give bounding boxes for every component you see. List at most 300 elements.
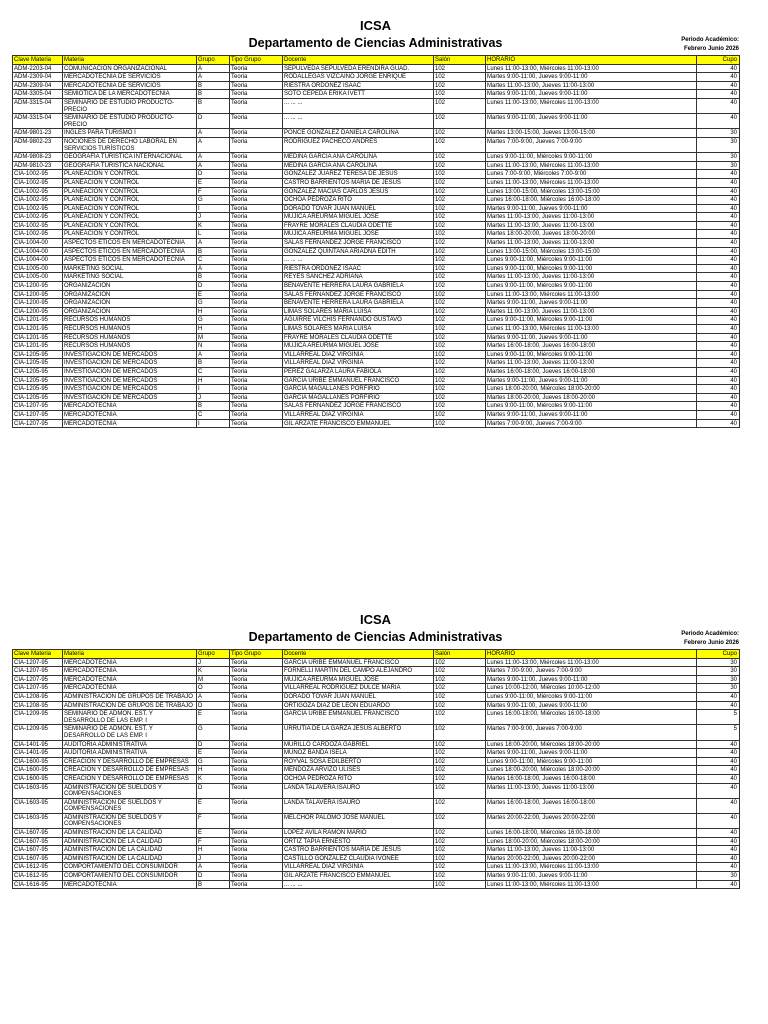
schedule-cell: Martes 7:00-9:00, Jueves 7:00-9:00 <box>486 667 697 676</box>
capacity-cell: 5 <box>697 710 740 725</box>
group-cell: I <box>197 419 230 428</box>
schedule-cell: Martes 11:00-13:00, Jueves 11:00-13:00 <box>486 307 697 316</box>
course-code-cell: CIA-1603-95 <box>13 783 63 798</box>
course-name-cell: COMPORTAMIENTO DEL CONSUMIDOR <box>63 863 197 872</box>
schedule-cell: Martes 13:00-15:00, Jueves 13:00-15:00 <box>486 129 697 138</box>
course-name-cell: PLANEACION Y CONTROL <box>63 178 197 187</box>
capacity-cell: 40 <box>697 325 740 334</box>
room-cell: 102 <box>434 725 486 740</box>
group-type-cell: Teoria <box>230 247 283 256</box>
course-code-cell: CIA-1002-95 <box>13 187 63 196</box>
room-cell: 102 <box>434 419 486 428</box>
column-header: Docente <box>283 650 434 659</box>
capacity-cell: 30 <box>697 872 740 881</box>
schedule-cell: Martes 9:00-11:00, Jueves 9:00-11:00 <box>486 410 697 419</box>
course-name-cell: MERCADOTECNIA <box>63 658 197 667</box>
group-type-cell: Teoria <box>230 385 283 394</box>
course-code-cell: CIA-1200-95 <box>13 290 63 299</box>
schedule-cell: Lunes 9:00-11:00, Miércoles 9:00-11:00 <box>486 350 697 359</box>
room-cell: 102 <box>434 316 486 325</box>
capacity-cell: 40 <box>697 178 740 187</box>
teacher-cell: MUJICA AREURMA MIGUEL JOSE <box>283 230 434 239</box>
course-name-cell: AUDITORIA ADMINISTRATIVA <box>63 749 197 758</box>
group-type-cell: Teoria <box>230 178 283 187</box>
table-row <box>13 178 740 187</box>
course-code-cell: CIA-1201-95 <box>13 316 63 325</box>
schedule-cell: Lunes 11:00-13:00, Miércoles 11:00-13:00 <box>486 658 697 667</box>
schedule-cell: Martes 9:00-11:00, Jueves 9:00-11:00 <box>486 114 697 129</box>
group-type-cell: Teoria <box>230 410 283 419</box>
capacity-cell: 40 <box>697 273 740 282</box>
schedule-cell: Lunes 18:00-20:00, Miércoles 18:00-20:00 <box>486 385 697 394</box>
group-type-cell: Teoria <box>230 342 283 351</box>
group-cell: J <box>197 854 230 863</box>
course-name-cell: MERCADOTECNIA <box>63 410 197 419</box>
group-type-cell: Teoria <box>230 701 283 710</box>
capacity-cell: 40 <box>697 837 740 846</box>
capacity-cell: 40 <box>697 740 740 749</box>
course-name-cell: MERCADOTECNIA <box>63 667 197 676</box>
course-code-cell: CIA-1207-95 <box>13 667 63 676</box>
group-type-cell: Teoria <box>230 725 283 740</box>
course-name-cell: INVESTIGACION DE MERCADOS <box>63 376 197 385</box>
course-name-cell: ADMINISTRACION DE LA CALIDAD <box>63 829 197 838</box>
course-name-cell: MERCADOTECNIA <box>63 684 197 693</box>
schedule-cell: Lunes 9:00-11:00, Miércoles 9:00-11:00 <box>486 692 697 701</box>
table-row <box>13 740 740 749</box>
table-row <box>13 725 740 740</box>
group-cell: B <box>197 273 230 282</box>
capacity-cell: 30 <box>697 667 740 676</box>
teacher-cell: REYES SANCHEZ ADRIANA <box>283 273 434 282</box>
table-header-row <box>13 650 740 659</box>
course-code-cell: CIA-1209-95 <box>13 725 63 740</box>
course-name-cell: PLANEACION Y CONTROL <box>63 230 197 239</box>
capacity-cell: 40 <box>697 367 740 376</box>
room-cell: 102 <box>434 393 486 402</box>
group-type-cell: Teoria <box>230 221 283 230</box>
course-name-cell: PLANEACION Y CONTROL <box>63 187 197 196</box>
room-cell: 102 <box>434 239 486 248</box>
room-cell: 102 <box>434 749 486 758</box>
schedule-cell: Lunes 18:00-20:00, Miércoles 18:00-20:00 <box>486 740 697 749</box>
group-cell: J <box>197 393 230 402</box>
room-cell: 102 <box>434 880 486 889</box>
capacity-cell: 40 <box>697 749 740 758</box>
course-code-cell: ADM-9808-23 <box>13 153 63 162</box>
table-row <box>13 837 740 846</box>
table-row <box>13 81 740 90</box>
group-cell: I <box>197 204 230 213</box>
table-row <box>13 701 740 710</box>
room-cell: 102 <box>434 178 486 187</box>
course-name-cell: SEMIOTICA DE LA MERCADOTECNIA <box>63 90 197 99</box>
room-cell: 102 <box>434 137 486 152</box>
course-code-cell: CIA-1616-95 <box>13 880 63 889</box>
capacity-cell: 40 <box>697 333 740 342</box>
capacity-cell: 40 <box>697 256 740 265</box>
capacity-cell: 40 <box>697 299 740 308</box>
group-cell: A <box>197 129 230 138</box>
group-type-cell: Teoria <box>230 675 283 684</box>
course-name-cell: PLANEACION Y CONTROL <box>63 170 197 179</box>
group-cell: A <box>197 264 230 273</box>
group-cell: D <box>197 872 230 881</box>
column-header: Materia <box>63 650 197 659</box>
course-name-cell: INVESTIGACION DE MERCADOS <box>63 367 197 376</box>
group-cell: C <box>197 367 230 376</box>
table-row <box>13 264 740 273</box>
teacher-cell: MEDINA GARCIA ANA CAROLINA <box>283 153 434 162</box>
group-cell: G <box>197 299 230 308</box>
academic-period <box>681 36 739 54</box>
column-header: Cupo <box>697 650 740 659</box>
capacity-cell: 40 <box>697 114 740 129</box>
table-row <box>13 774 740 783</box>
teacher-cell: ... ... ... <box>283 256 434 265</box>
schedule-cell: Lunes 9:00-11:00, Miércoles 9:00-11:00 <box>486 402 697 411</box>
teacher-cell: ORTIGOZA DIAZ DE LEON EDUARDO <box>283 701 434 710</box>
table-row <box>13 221 740 230</box>
room-cell: 102 <box>434 213 486 222</box>
teacher-cell: CASTRO BARRIENTOS MARIA DE JESUS <box>283 178 434 187</box>
schedule-cell: Lunes 9:00-11:00, Miércoles 9:00-11:00 <box>486 316 697 325</box>
group-type-cell: Teoria <box>230 350 283 359</box>
capacity-cell: 40 <box>697 701 740 710</box>
schedule-cell: Lunes 11:00-13:00, Miércoles 11:00-13:00 <box>486 880 697 889</box>
table-row <box>13 161 740 170</box>
schedule-cell: Martes 11:00-13:00, Jueves 11:00-13:00 <box>486 783 697 798</box>
table-row <box>13 367 740 376</box>
capacity-cell: 40 <box>697 316 740 325</box>
course-code-cell: ADM-2309-04 <box>13 73 63 82</box>
group-cell: B <box>197 359 230 368</box>
period-label: Periodo Académico: <box>681 37 739 43</box>
course-code-cell: CIA-1208-95 <box>13 692 63 701</box>
schedule-cell: Lunes 18:00-20:00, Miércoles 18:00-20:00 <box>486 766 697 775</box>
teacher-cell: AGUIRRE VILCHIS FERNANDO GUSTAVO <box>283 316 434 325</box>
course-name-cell: SEMINARIO DE ADMON. EST. Y DESARROLLO DE LAS EMP. I <box>63 725 197 740</box>
group-type-cell: Teoria <box>230 658 283 667</box>
table-row <box>13 846 740 855</box>
course-name-cell: ORGANIZACION <box>63 307 197 316</box>
table-row <box>13 114 740 129</box>
teacher-cell: GIL ARZATE FRANCISCO EMMANUEL <box>283 419 434 428</box>
room-cell: 102 <box>434 196 486 205</box>
schedule-cell: Lunes 16:00-18:00, Miércoles 16:00-18:00 <box>486 829 697 838</box>
course-name-cell: MERCADOTECNIA <box>63 675 197 684</box>
teacher-cell: SALAS FERNANDEZ JORGE FRANCISCO <box>283 290 434 299</box>
group-type-cell: Teoria <box>230 854 283 863</box>
group-cell: N <box>197 342 230 351</box>
group-cell: A <box>197 64 230 73</box>
room-cell: 102 <box>434 846 486 855</box>
course-name-cell: MERCADOTECNIA <box>63 402 197 411</box>
schedule-cell: Lunes 7:00-9:00, Miércoles 7:00-9:00 <box>486 170 697 179</box>
table-row <box>13 359 740 368</box>
column-header: Salón <box>434 650 486 659</box>
course-name-cell: ADMINISTRACION DE LA CALIDAD <box>63 837 197 846</box>
schedule-cell: Martes 11:00-13:00, Jueves 11:00-13:00 <box>486 359 697 368</box>
course-code-cell: CIA-1205-95 <box>13 367 63 376</box>
group-cell: F <box>197 813 230 828</box>
group-cell: A <box>197 350 230 359</box>
group-type-cell: Teoria <box>230 161 283 170</box>
capacity-cell: 40 <box>697 376 740 385</box>
group-type-cell: Teoria <box>230 710 283 725</box>
teacher-cell: ORTIZ TAPIA ERNESTO <box>283 837 434 846</box>
capacity-cell: 30 <box>697 675 740 684</box>
room-cell: 102 <box>434 333 486 342</box>
course-code-cell: CIA-1002-95 <box>13 170 63 179</box>
course-code-cell: CIA-1201-95 <box>13 342 63 351</box>
group-cell: A <box>197 137 230 152</box>
capacity-cell: 40 <box>697 854 740 863</box>
course-name-cell: PLANEACION Y CONTROL <box>63 213 197 222</box>
teacher-cell: SALAS FERNANDEZ JORGE FRANCISCO <box>283 402 434 411</box>
group-type-cell: Teoria <box>230 81 283 90</box>
capacity-cell: 40 <box>697 90 740 99</box>
schedule-cell: Lunes 11:00-13:00, Miércoles 11:00-13:00 <box>486 290 697 299</box>
course-code-cell: CIA-1004-00 <box>13 247 63 256</box>
schedule-cell: Lunes 9:00-11:00, Miércoles 9:00-11:00 <box>486 757 697 766</box>
teacher-cell: GIL ARZATE FRANCISCO EMMANUEL <box>283 872 434 881</box>
schedule-cell: Martes 9:00-11:00, Jueves 9:00-11:00 <box>486 73 697 82</box>
group-type-cell: Teoria <box>230 393 283 402</box>
schedule-cell: Lunes 18:00-20:00, Miércoles 18:00-20:00 <box>486 837 697 846</box>
course-name-cell: ASPECTOS ETICOS EN MERCADOTECNIA <box>63 247 197 256</box>
schedule-cell: Martes 11:00-13:00, Jueves 11:00-13:00 <box>486 213 697 222</box>
course-code-cell: CIA-1200-95 <box>13 307 63 316</box>
group-type-cell: Teoria <box>230 692 283 701</box>
course-name-cell: PLANEACION Y CONTROL <box>63 196 197 205</box>
group-cell: D <box>197 114 230 129</box>
capacity-cell: 40 <box>697 213 740 222</box>
group-type-cell: Teoria <box>230 64 283 73</box>
schedule-cell: Martes 9:00-11:00, Jueves 9:00-11:00 <box>486 333 697 342</box>
course-code-cell: CIA-1209-95 <box>13 710 63 725</box>
course-code-cell: CIA-1207-95 <box>13 684 63 693</box>
group-cell: B <box>197 81 230 90</box>
course-name-cell: MERCADOTECNIA <box>63 419 197 428</box>
table-row <box>13 299 740 308</box>
course-name-cell: ORGANIZACION <box>63 282 197 291</box>
schedule-cell: Martes 7:00-9:00, Jueves 7:00-9:00 <box>486 419 697 428</box>
group-type-cell: Teoria <box>230 299 283 308</box>
course-code-cell: CIA-1607-95 <box>13 829 63 838</box>
capacity-cell: 40 <box>697 783 740 798</box>
group-cell: B <box>197 880 230 889</box>
capacity-cell: 40 <box>697 846 740 855</box>
room-cell: 102 <box>434 282 486 291</box>
room-cell: 102 <box>434 325 486 334</box>
table-header-row <box>13 56 740 65</box>
room-cell: 102 <box>434 73 486 82</box>
schedule-cell: Martes 20:00-22:00, Jueves 20:00-22:00 <box>486 813 697 828</box>
schedule-cell: Lunes 9:00-11:00, Miércoles 9:00-11:00 <box>486 256 697 265</box>
teacher-cell: OCHOA PEDROZA RITO <box>283 774 434 783</box>
group-cell: J <box>197 213 230 222</box>
schedule-cell: Martes 9:00-11:00, Jueves 9:00-11:00 <box>486 749 697 758</box>
room-cell: 102 <box>434 854 486 863</box>
schedule-cell: Martes 20:00-22:00, Jueves 20:00-22:00 <box>486 854 697 863</box>
course-code-cell: ADM-3315-04 <box>13 98 63 113</box>
room-cell: 102 <box>434 114 486 129</box>
teacher-cell: CASTILLO GONZALEZ CLAUDIA IVONEE <box>283 854 434 863</box>
group-cell: I <box>197 385 230 394</box>
schedule-cell: Lunes 9:00-11:00, Miércoles 9:00-11:00 <box>486 282 697 291</box>
teacher-cell: ... ... ... <box>283 98 434 113</box>
schedule-cell: Martes 11:00-13:00, Jueves 11:00-13:00 <box>486 81 697 90</box>
teacher-cell: MUÑOZ BANDA ISELA <box>283 749 434 758</box>
course-code-cell: CIA-1207-95 <box>13 419 63 428</box>
group-type-cell: Teoria <box>230 137 283 152</box>
capacity-cell: 5 <box>697 725 740 740</box>
table-row <box>13 385 740 394</box>
schedule-cell: Martes 9:00-11:00, Jueves 9:00-11:00 <box>486 376 697 385</box>
group-type-cell: Teoria <box>230 187 283 196</box>
table-row <box>13 783 740 798</box>
teacher-cell: RIESTRA ORDOÑEZ ISAAC <box>283 264 434 273</box>
capacity-cell: 40 <box>697 342 740 351</box>
course-code-cell: CIA-1612-95 <box>13 863 63 872</box>
course-name-cell: SEMINARIO DE ESTUDIO PRODUCTO-PRECIO <box>63 98 197 113</box>
table-row <box>13 757 740 766</box>
course-name-cell: RECURSOS HUMANOS <box>63 342 197 351</box>
table-row <box>13 872 740 881</box>
room-cell: 102 <box>434 863 486 872</box>
group-cell: J <box>197 658 230 667</box>
course-name-cell: SEMINARIO DE ADMON. EST. Y DESARROLLO DE LAS EMP. I <box>63 710 197 725</box>
capacity-cell: 40 <box>697 410 740 419</box>
room-cell: 102 <box>434 701 486 710</box>
course-code-cell: CIA-1603-95 <box>13 798 63 813</box>
table-row <box>13 230 740 239</box>
schedule-cell: Lunes 10:00-12:00, Miércoles 10:00-12:00 <box>486 684 697 693</box>
capacity-cell: 40 <box>697 692 740 701</box>
table-row <box>13 880 740 889</box>
teacher-cell: VILLARREAL DIAZ VIRGINIA <box>283 410 434 419</box>
capacity-cell: 40 <box>697 307 740 316</box>
room-cell: 102 <box>434 204 486 213</box>
group-type-cell: Teoria <box>230 264 283 273</box>
group-type-cell: Teoria <box>230 376 283 385</box>
table-row <box>13 350 740 359</box>
table-row <box>13 333 740 342</box>
group-cell: A <box>197 239 230 248</box>
schedule-table <box>12 55 740 428</box>
room-cell: 102 <box>434 299 486 308</box>
teacher-cell: GARCIA URIBE EMMANUEL FRANCISCO <box>283 658 434 667</box>
group-type-cell: Teoria <box>230 846 283 855</box>
room-cell: 102 <box>434 757 486 766</box>
schedule-cell: Martes 9:00-11:00, Jueves 9:00-11:00 <box>486 872 697 881</box>
room-cell: 102 <box>434 774 486 783</box>
group-type-cell: Teoria <box>230 325 283 334</box>
table-row <box>13 73 740 82</box>
schedule-cell: Lunes 13:00-15:00, Miércoles 13:00-15:00 <box>486 187 697 196</box>
schedule-cell: Martes 18:00-20:00, Jueves 18:00-20:00 <box>486 393 697 402</box>
table-row <box>13 247 740 256</box>
course-name-cell: PLANEACION Y CONTROL <box>63 221 197 230</box>
group-type-cell: Teoria <box>230 98 283 113</box>
table-row <box>13 675 740 684</box>
teacher-cell: GARCIA URIBE EMMANUEL FRANCISCO <box>283 710 434 725</box>
room-cell: 102 <box>434 64 486 73</box>
capacity-cell: 40 <box>697 204 740 213</box>
group-cell: F <box>197 837 230 846</box>
course-name-cell: RECURSOS HUMANOS <box>63 325 197 334</box>
column-header: Tipo Grupo <box>230 56 283 65</box>
group-cell: A <box>197 153 230 162</box>
department-title: Departamento de Ciencias Administrativas <box>248 36 503 50</box>
group-cell: D <box>197 170 230 179</box>
group-type-cell: Teoria <box>230 90 283 99</box>
teacher-cell: LIMAS SOLARES MARIA LUISA <box>283 325 434 334</box>
course-code-cell: CIA-1002-95 <box>13 178 63 187</box>
group-cell: H <box>197 766 230 775</box>
column-header: Clave Materia <box>13 56 63 65</box>
group-cell: D <box>197 282 230 291</box>
table-row <box>13 325 740 334</box>
period-label: Periodo Académico: <box>681 631 739 637</box>
room-cell: 102 <box>434 129 486 138</box>
course-code-cell: CIA-1205-95 <box>13 393 63 402</box>
table-row <box>13 813 740 828</box>
group-cell: B <box>197 402 230 411</box>
schedule-cell: Lunes 9:00-11:00, Miércoles 9:00-11:00 <box>486 264 697 273</box>
teacher-cell: ... ... ... <box>283 114 434 129</box>
capacity-cell: 30 <box>697 129 740 138</box>
course-code-cell: ADM-9810-23 <box>13 161 63 170</box>
room-cell: 102 <box>434 170 486 179</box>
room-cell: 102 <box>434 98 486 113</box>
group-cell: H <box>197 376 230 385</box>
capacity-cell: 40 <box>697 170 740 179</box>
teacher-cell: GONZALEZ MACIAS CARLOS JESUS <box>283 187 434 196</box>
column-header: Materia <box>63 56 197 65</box>
course-code-cell: CIA-1600-95 <box>13 774 63 783</box>
course-code-cell: CIA-1207-95 <box>13 658 63 667</box>
capacity-cell: 40 <box>697 419 740 428</box>
group-type-cell: Teoria <box>230 863 283 872</box>
group-cell: E <box>197 178 230 187</box>
group-type-cell: Teoria <box>230 684 283 693</box>
teacher-cell: VILLARREAL RODRIGUEZ DULCE MARIA <box>283 684 434 693</box>
capacity-cell: 40 <box>697 350 740 359</box>
group-cell: D <box>197 701 230 710</box>
course-code-cell: CIA-1208-95 <box>13 701 63 710</box>
schedule-cell: Lunes 16:00-18:00, Miércoles 16:00-18:00 <box>486 710 697 725</box>
course-name-cell: GEOGRAFÍA TURÍSTICA NACIONAL <box>63 161 197 170</box>
group-type-cell: Teoria <box>230 307 283 316</box>
capacity-cell: 40 <box>697 393 740 402</box>
teacher-cell: MUJICA AREURMA MIGUEL JOSE <box>283 213 434 222</box>
group-cell: A <box>197 863 230 872</box>
group-cell: A <box>197 692 230 701</box>
course-code-cell: CIA-1200-95 <box>13 299 63 308</box>
table-row <box>13 239 740 248</box>
course-name-cell: ORGANIZACION <box>63 299 197 308</box>
group-cell: M <box>197 675 230 684</box>
course-name-cell: ADMINISTRACION DE SUELDOS Y COMPENSACIONES <box>63 813 197 828</box>
room-cell: 102 <box>434 187 486 196</box>
group-cell: D <box>197 740 230 749</box>
column-header: Salón <box>434 56 486 65</box>
group-type-cell: Teoria <box>230 239 283 248</box>
course-code-cell: CIA-1205-95 <box>13 350 63 359</box>
room-cell: 102 <box>434 710 486 725</box>
